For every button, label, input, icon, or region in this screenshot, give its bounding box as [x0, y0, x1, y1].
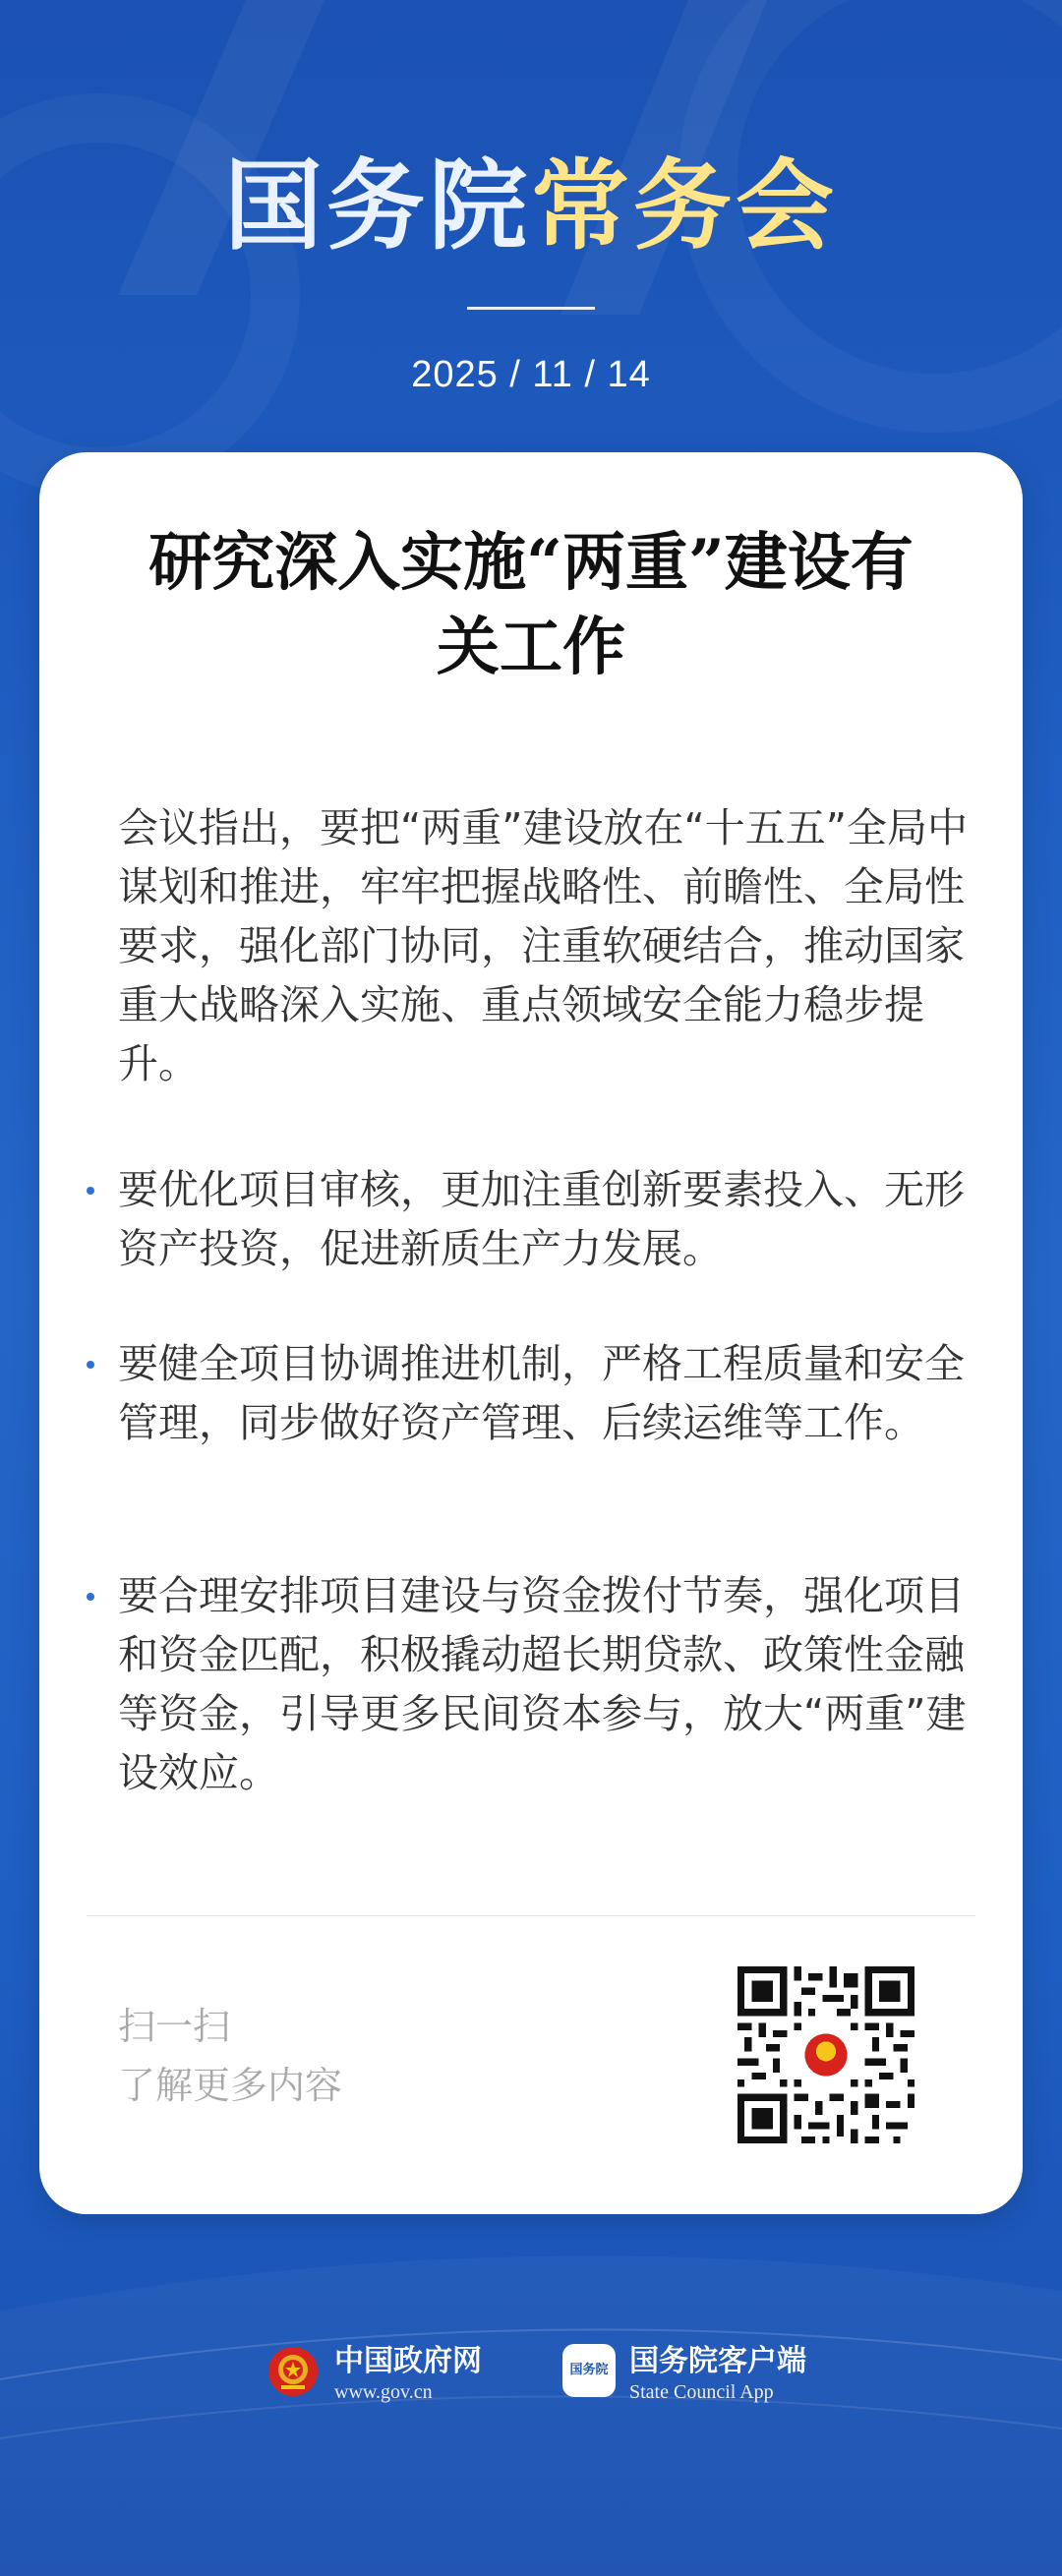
bullet-dot-icon — [87, 1361, 94, 1369]
meeting-date: 2025 / 11 / 14 — [411, 354, 651, 395]
intro-paragraph: 会议指出，要把“两重”建设放在“十五五”全局中谋划和推进，牢牢把握战略性、前瞻性、全局性要求，强化部门协同，注重软硬结合，推动国家重大战略深入实施、重点领域安全能力稳步提升。 — [118, 804, 968, 1087]
content-card — [39, 452, 1023, 2214]
bullet-text: 要健全项目协调推进机制，严格工程质量和安全管理，同步做好资产管理、后续运维等工作。 — [118, 1340, 965, 1446]
app-name: 国务院客户端 — [629, 2344, 806, 2378]
card-divider — [87, 1915, 975, 1916]
scan-prompt: 扫一扫 — [118, 2005, 231, 2048]
bullet-dot-icon — [87, 1593, 94, 1601]
bullet-text: 要优化项目审核，更加注重创新要素投入、无形资产投资，促进新质生产力发展。 — [118, 1166, 965, 1272]
article-title: 研究深入实施“两重”建设有关工作 — [148, 526, 914, 684]
gov-site-name: 中国政府网 — [334, 2344, 482, 2378]
national-emblem-icon — [267, 2346, 319, 2397]
bullet-item — [118, 1334, 983, 1452]
scan-subprompt: 了解更多内容 — [118, 2064, 343, 2107]
bullet-dot-icon — [87, 1187, 94, 1195]
bullet-text: 要合理安排项目建设与资金拨付节奏，强化项目和资金匹配，积极撬动超长期贷款、政策性金融等资金，引导更多民间资本参与，放大“两重”建设效应。 — [118, 1572, 967, 1796]
title-divider — [467, 307, 595, 310]
footer — [0, 2340, 1062, 2419]
gov-site-url: www.gov.cn — [334, 2381, 433, 2403]
app-logo-icon: 国务院 — [562, 2344, 616, 2397]
bullet-item — [118, 1160, 983, 1278]
page-title — [0, 147, 1062, 265]
app-name-en: State Council App — [629, 2381, 774, 2403]
title-part-2: 常务会 — [531, 148, 838, 263]
title-part-1: 国务院 — [224, 148, 531, 263]
bullet-item — [118, 1566, 983, 1802]
qr-code-icon[interactable] — [738, 1966, 914, 2143]
